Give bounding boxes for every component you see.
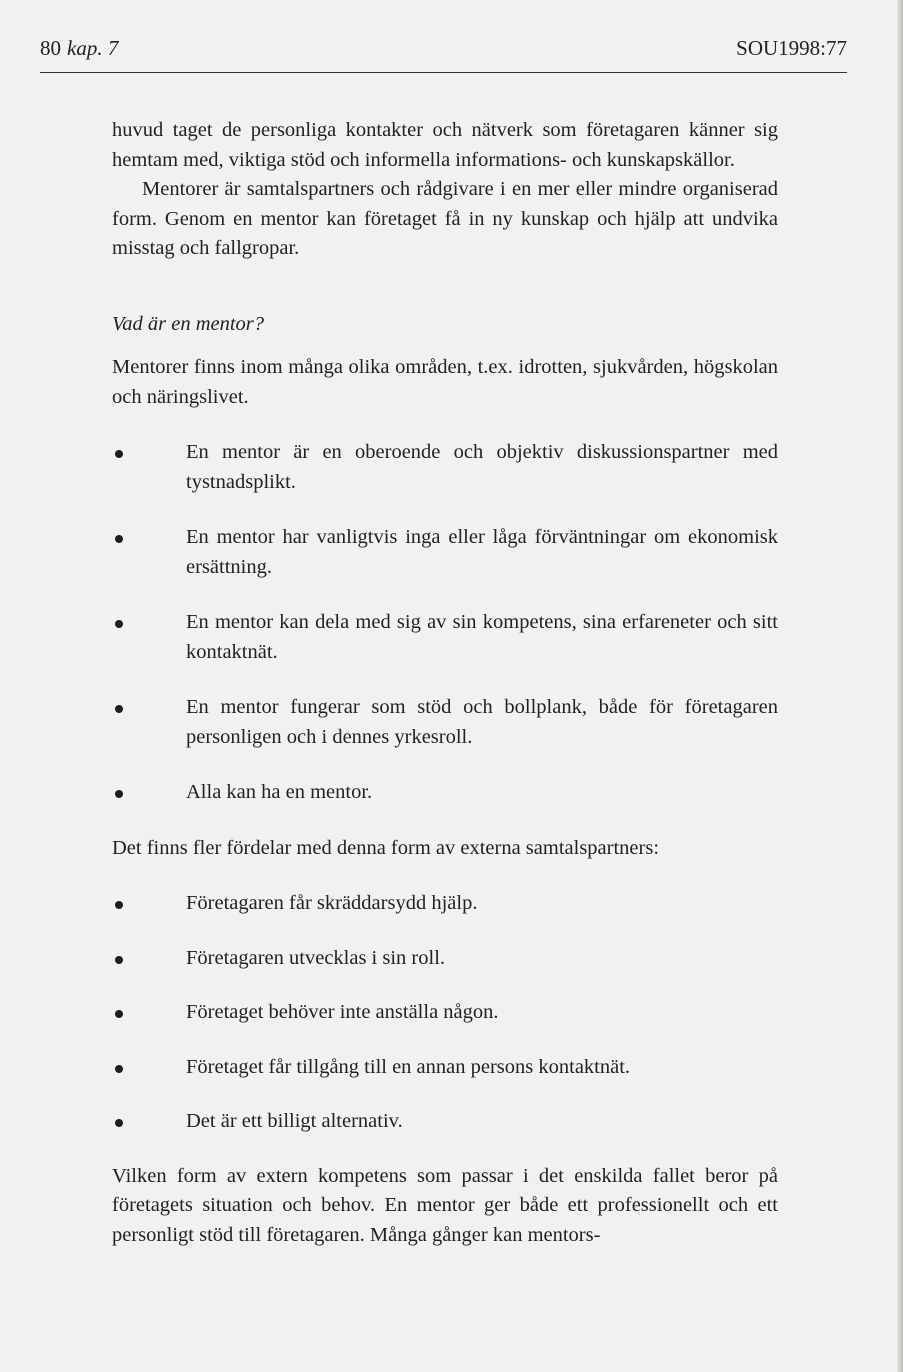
list-item — [112, 889, 778, 919]
page-edge-shadow — [897, 0, 903, 1372]
list-item — [112, 693, 778, 752]
bullet-icon — [115, 535, 123, 543]
intro-paragraph: huvud taget de personliga kontakter och nätverk som företagaren känner sig hemtam med, viktiga stöd och informella informations- och kunskapskällor. — [112, 119, 778, 171]
mentor-paragraph: Mentorer finns inom många olika områden, t.ex. idrotten, sjukvården, högskolan och näringslivet. — [112, 356, 778, 408]
bullet-icon — [115, 901, 123, 909]
list-item-text: Alla kan ha en mentor. — [186, 781, 373, 803]
advantages-bullet-list — [112, 889, 778, 1137]
list-item — [112, 608, 778, 667]
list-item-text: Företaget får tillgång till en annan persons kontaktnät. — [186, 1055, 631, 1078]
list-item-text: Företagaren utvecklas i sin roll. — [186, 946, 446, 969]
bullet-icon — [115, 790, 123, 798]
list-item-text: Det är ett billigt alternativ. — [186, 1110, 403, 1132]
section-heading: Vad är en mentor? — [112, 312, 265, 335]
mentor-bullet-list — [112, 438, 778, 808]
bullet-icon — [115, 450, 123, 458]
list-item — [112, 778, 778, 808]
list-item-text: Företagaren får skräddarsydd hjälp. — [186, 892, 478, 914]
list-item-text: Företaget behöver inte anställa någon. — [186, 1001, 499, 1023]
bullet-icon — [115, 1119, 123, 1127]
bullet-icon — [115, 1065, 123, 1073]
list-item — [112, 1107, 778, 1137]
list-item-text: En mentor har vanligtvis inga eller låga förväntningar om ekonomisk ersättning. — [186, 526, 778, 578]
running-header — [40, 34, 847, 64]
bullet-icon — [115, 620, 123, 628]
body-text — [112, 116, 778, 1250]
list-item-text: En mentor kan dela med sig av sin kompetens, sina erfareneter och sitt kontaktnät. — [186, 611, 778, 663]
header-left — [40, 34, 118, 62]
list-item — [112, 438, 778, 497]
bullet-icon — [115, 1010, 123, 1018]
bullet-icon — [115, 705, 123, 713]
header-rule — [40, 72, 847, 73]
closing-paragraph: Vilken form av extern kompetens som passar i det enskilda fallet beror på företagets situation och behov. En mentor ger både ett professionellt och ett personligt stöd till företagaren. Många gånger kan mentors- — [112, 1164, 778, 1246]
list-item — [112, 944, 778, 974]
page-number: 80 — [40, 36, 61, 60]
list-item — [112, 998, 778, 1028]
bullet-icon — [115, 956, 123, 964]
series-label: SOU1998:77 — [736, 36, 847, 60]
list-item — [112, 1053, 778, 1083]
list-item-text: En mentor fungerar som stöd och bollplank, både för företagaren personligen och i dennes yrkesroll. — [186, 696, 778, 748]
chapter-label: kap. 7 — [67, 36, 119, 60]
advantages-intro: Det finns fler fördelar med denna form av externa samtalspartners: — [112, 836, 660, 859]
list-item-text: En mentor är en oberoende och objektiv diskussionspartner med tystnadsplikt. — [186, 441, 778, 493]
list-item — [112, 523, 778, 582]
intro-paragraph: Mentorer är samtalspartners och rådgivare i en mer eller mindre organiserad form. Genom en mentor kan företaget få in ny kunskap och hjälp att undvika misstag och fallgropar. — [112, 178, 778, 259]
